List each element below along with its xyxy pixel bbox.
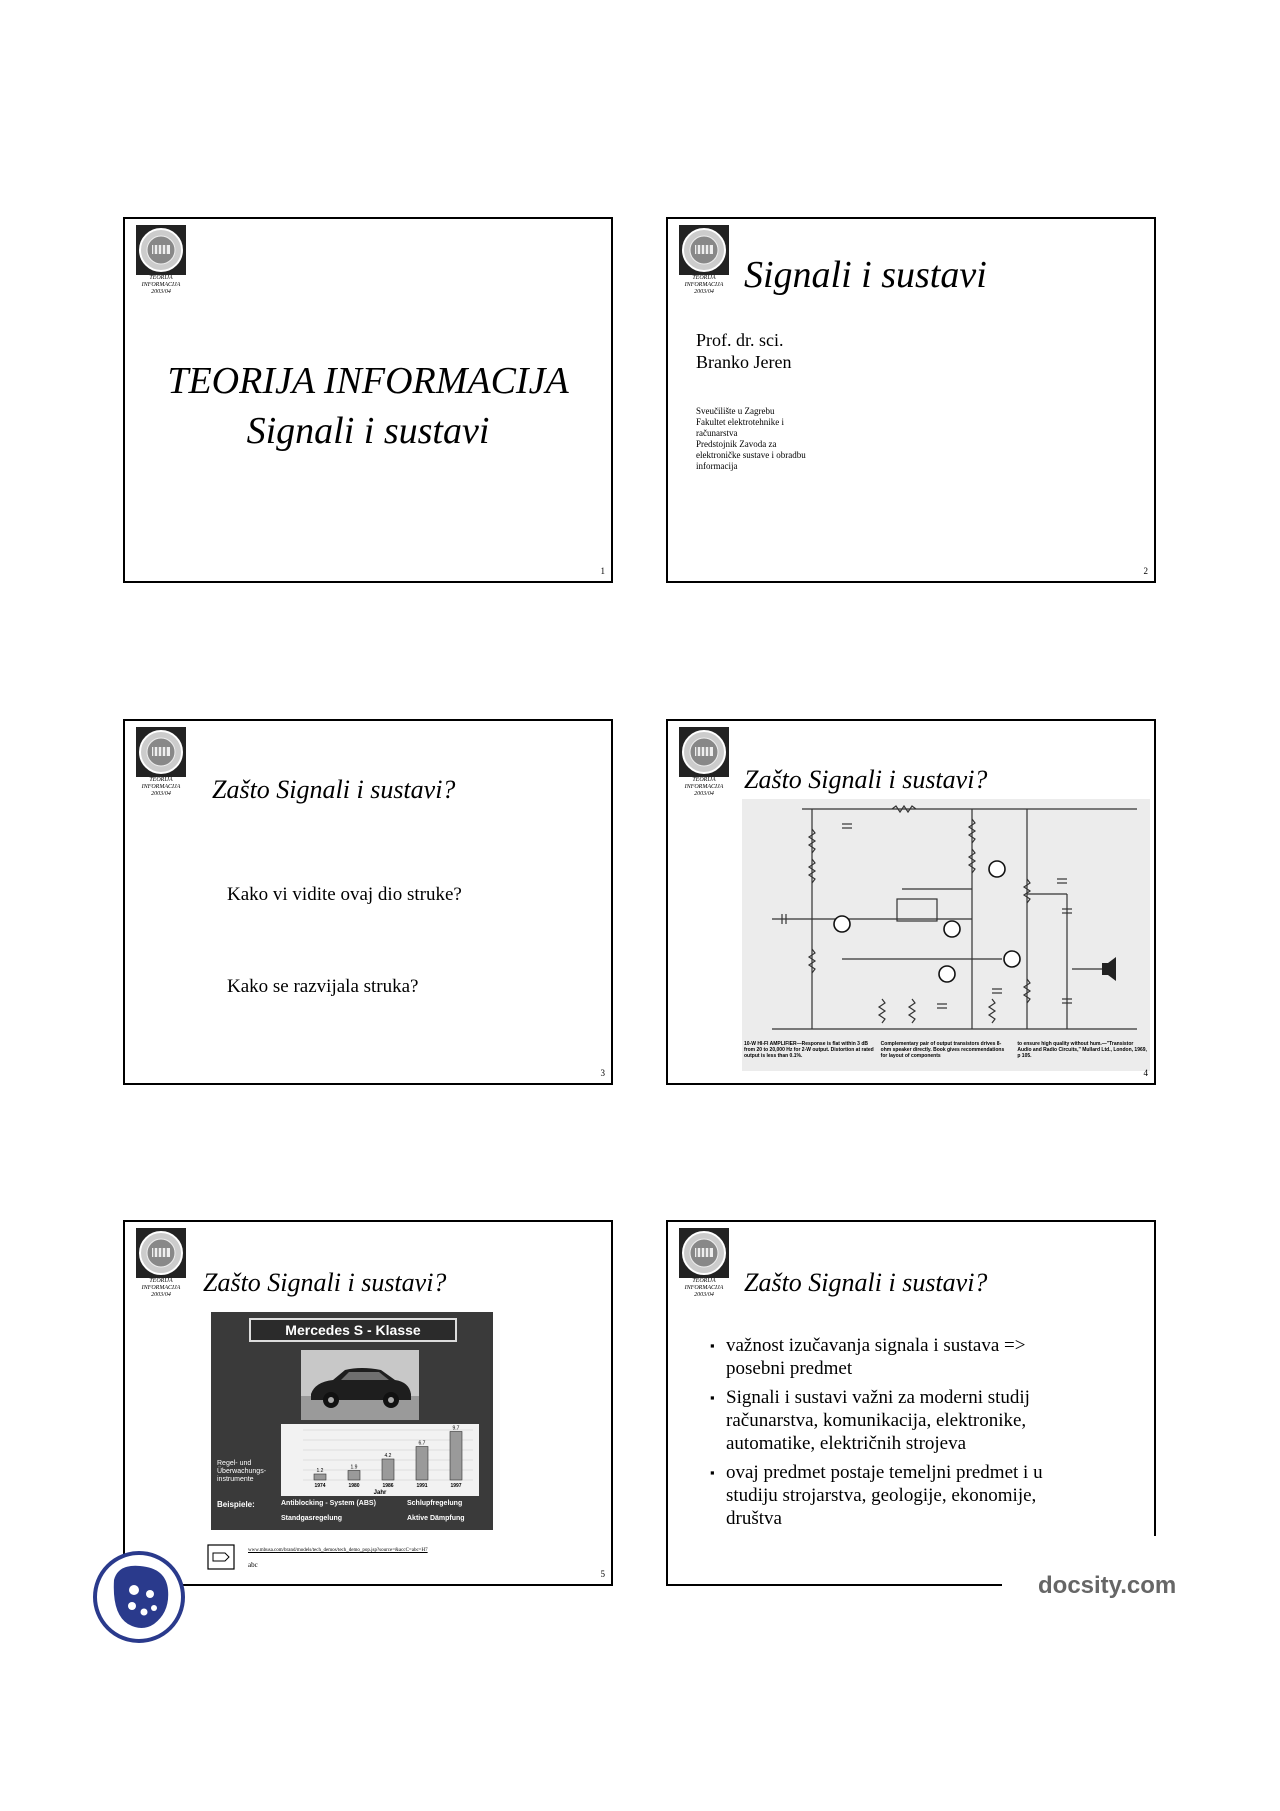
example-abs: Antiblocking - System (ABS) (281, 1500, 376, 1507)
beispiele-label: Beispiele: (217, 1500, 255, 1509)
slide-number: 2 (1143, 566, 1148, 576)
logo-caption: TEORIJA INFORMACIJA 2003/04 (684, 777, 724, 797)
list-item: ▪ važnost izučavanja signala i sustava => posebni predmet (710, 1334, 1140, 1380)
example-daempfung: Aktive Dämpfung (407, 1515, 465, 1522)
docsity-logo-icon (92, 1550, 186, 1644)
slide-5 (123, 1220, 613, 1586)
chart-data-label: 9.7 (452, 1425, 460, 1432)
logo-caption: TEORIJA INFORMACIJA 2003/04 (684, 1278, 724, 1298)
slide-number: 4 (1143, 1068, 1148, 1078)
slide-2 (666, 217, 1156, 583)
chart-bar-1980 (348, 1471, 360, 1481)
chart-data-label: 4.2 (384, 1453, 392, 1459)
slide-6 (666, 1220, 1156, 1586)
slide-number: 1 (600, 566, 605, 576)
slide-4 (666, 719, 1156, 1085)
slide-6-left-border (666, 1536, 668, 1586)
example-standgas: Standgasregelung (281, 1515, 343, 1522)
affiliation: Sveučilište u Zagrebu Fakultet elektrotehnike i računarstva Predstojnik Zavoda za elektroničke sustave i obradbu informacija (696, 406, 806, 471)
chart-tick-label: 1991 (416, 1483, 428, 1489)
university-seal-icon (679, 1228, 729, 1278)
university-seal-icon (679, 727, 729, 777)
slide-6-bottom-border (666, 1584, 1002, 1586)
slide-number: 5 (600, 1569, 605, 1579)
slide-title: Zašto Signali i sustavi? (744, 765, 988, 794)
chart-bar-1997 (450, 1432, 462, 1481)
amplifier-schematic (742, 799, 1150, 1071)
bullet-list (710, 1334, 1140, 1536)
chart-bar-1974 (314, 1474, 326, 1480)
action-button-icon[interactable] (207, 1544, 235, 1570)
chart-tick-label: 1997 (450, 1483, 462, 1489)
mercedes-link[interactable]: www.mbusa.com/brand/models/tech_demos/tech_demo_pop.jsp?source=&accC=abc=H7 (248, 1548, 428, 1553)
mercedes-panel (211, 1312, 493, 1530)
logo-caption: TEORIJA INFORMACIJA 2003/04 (141, 777, 181, 797)
chart-x-axis-label: Jahr (373, 1490, 387, 1496)
instrument-count-chart (281, 1424, 479, 1496)
slide-title-line2: Signali i sustavi (246, 410, 490, 452)
slide-title-line1: TEORIJA INFORMACIJA (167, 360, 569, 402)
mercedes-header: Mercedes S - Klasse (249, 1318, 457, 1342)
slide-number: 3 (600, 1068, 605, 1078)
author-name: Branko Jeren (696, 352, 792, 372)
chart-tick-label: 1986 (382, 1483, 394, 1489)
slide-title: Zašto Signali i sustavi? (203, 1268, 447, 1297)
chart-bar-1986 (382, 1459, 394, 1480)
chart-tick-label: 1974 (314, 1483, 326, 1489)
chart-data-label: 1.2 (316, 1468, 324, 1474)
university-seal-icon (136, 727, 186, 777)
list-item: ▪ ovaj predmet postaje temeljni predmet i u studiju strojarstva, geologije, ekonomije, društva (710, 1461, 1140, 1530)
chart-side-label: Regel- und Überwachungs- instrumente (217, 1460, 267, 1483)
university-seal-icon (679, 225, 729, 275)
car-photo-icon (301, 1350, 419, 1420)
circuit-diagram-icon (742, 799, 1150, 1039)
schematic-caption: 10-W HI-FI AMPLIFIER—Response is flat within 3 dB from 20 to 20,000 Hz for 2-W output. Distortion at rated output is less than 0.1%. Complementary pair of output transistors drives 8-ohm speaker directly. Book gives recommendations for layout of components to ensure high quality without hum.—"Transistor Audio and Radio Circuits," Mullard Ltd., London, 1969, p 105. (744, 1041, 1147, 1059)
slide-3 (123, 719, 613, 1085)
chart-data-label: 6.7 (418, 1440, 426, 1447)
chart-tick-label: 1980 (348, 1483, 360, 1489)
docsity-wordmark: docsity.com (1038, 1572, 1177, 1599)
chart-bar-1991 (416, 1447, 428, 1481)
author-title: Prof. dr. sci. (696, 330, 784, 350)
slide-title: Signali i sustavi (744, 254, 987, 296)
list-item: ▪ Signali i sustavi važni za moderni studij računarstva, komunikacija, elektronike, automatike, električnih strojeva (710, 1386, 1140, 1455)
example-schlupf: Schlupfregelung (407, 1500, 463, 1507)
question-1: Kako vi vidite ovaj dio struke? (227, 884, 462, 905)
chart-data-label: 1.9 (350, 1464, 358, 1471)
slide-title: Zašto Signali i sustavi? (744, 1268, 988, 1297)
logo-caption: TEORIJA INFORMACIJA 2003/04 (684, 275, 724, 295)
logo-caption: TEORIJA INFORMACIJA 2003/04 (141, 275, 181, 295)
question-2: Kako se razvijala struka? (227, 976, 419, 997)
logo-caption: TEORIJA INFORMACIJA 2003/04 (141, 1278, 181, 1298)
university-seal-icon (136, 225, 186, 275)
slide-1 (123, 217, 613, 583)
slide-title: Zašto Signali i sustavi? (212, 775, 456, 804)
university-seal-icon (136, 1228, 186, 1278)
link-label: abc (248, 1561, 258, 1569)
